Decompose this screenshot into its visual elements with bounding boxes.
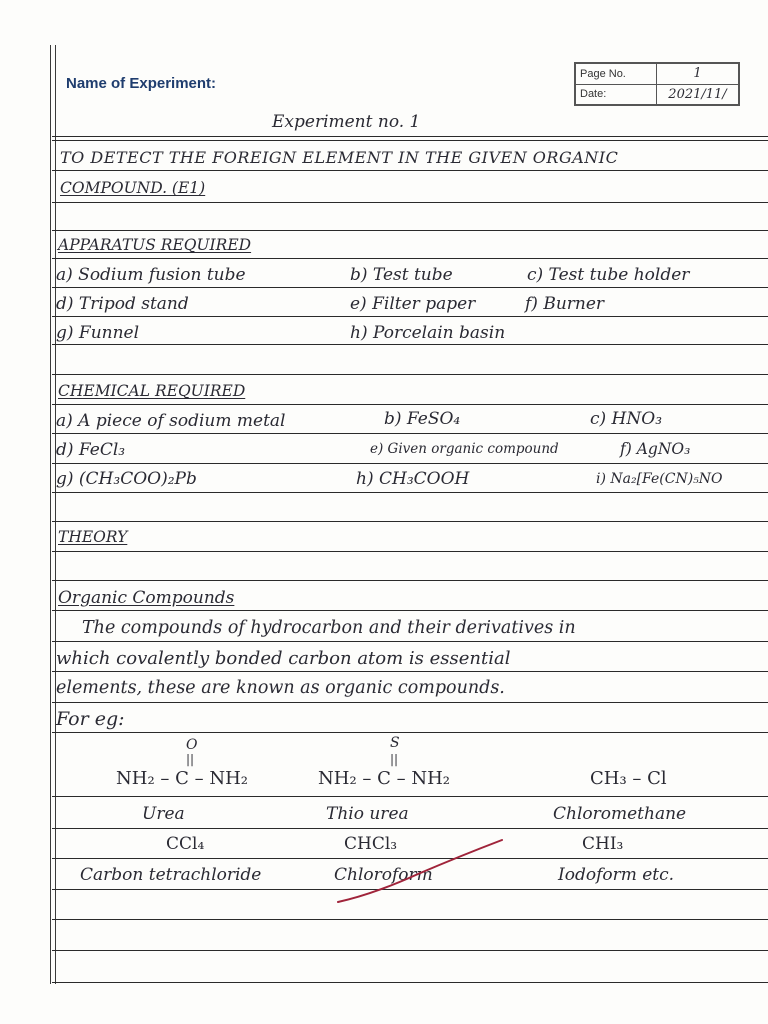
thiourea-name: Thio urea [326, 804, 409, 824]
ruled-line [52, 982, 768, 983]
apparatus-item: c) Test tube holder [527, 265, 690, 285]
ruled-line [52, 580, 768, 581]
chemical-item: g) (CH₃COO)₂Pb [56, 469, 197, 489]
apparatus-item: a) Sodium fusion tube [56, 265, 246, 285]
ruled-line [52, 287, 768, 288]
thiourea-formula: NH₂ – C – NH₂ [318, 768, 450, 789]
margin-line [55, 45, 56, 984]
ruled-line [52, 702, 768, 703]
page-no-value: 1 [657, 64, 739, 85]
chloromethane-formula: CH₃ – Cl [590, 768, 667, 789]
theory-heading: THEORY [58, 528, 128, 546]
ruled-line [52, 950, 768, 951]
ruled-line [52, 610, 768, 611]
chemical-heading: CHEMICAL REQUIRED [58, 382, 246, 400]
ruled-line [52, 796, 768, 797]
ruled-line [52, 344, 768, 345]
theory-line: elements, these are known as organic compounds. [56, 678, 505, 698]
ruled-line [52, 258, 768, 259]
ruled-line [52, 732, 768, 733]
theory-line: For eg: [56, 708, 125, 730]
ruled-line [52, 919, 768, 920]
red-pen-stroke [334, 836, 506, 912]
chemical-item: i) Na₂[Fe(CN)₅NO [596, 471, 723, 487]
experiment-heading: Experiment no. 1 [272, 112, 421, 132]
ruled-line [52, 404, 768, 405]
date-value: 2021/11/ [657, 84, 739, 105]
ccl4-name: Carbon tetrachloride [80, 865, 262, 885]
theory-line: The compounds of hydrocarbon and their derivatives in [82, 618, 576, 638]
chemical-item: c) HNO₃ [590, 409, 663, 429]
chcl3-formula: CHCl₃ [344, 834, 398, 854]
ccl4-formula: CCl₄ [166, 834, 205, 854]
chi3-formula: CHI₃ [582, 834, 624, 854]
ruled-line [52, 492, 768, 493]
thiourea-double-bond: || [390, 752, 399, 766]
urea-oxygen: O [186, 737, 198, 753]
chemical-item: d) FeCl₃ [56, 440, 126, 460]
urea-name: Urea [142, 804, 185, 824]
chemical-item: a) A piece of sodium metal [56, 411, 286, 431]
ruled-line [52, 828, 768, 829]
apparatus-item: h) Porcelain basin [350, 323, 506, 343]
chcl3-name: Chloroform [334, 865, 433, 885]
apparatus-item: b) Test tube [350, 265, 453, 285]
page-date-box [574, 62, 740, 106]
urea-formula: NH₂ – C – NH₂ [116, 768, 248, 789]
date-label: Date: [576, 84, 657, 105]
ruled-line [52, 230, 768, 231]
ruled-line [52, 463, 768, 464]
chemical-item: f) AgNO₃ [620, 440, 691, 458]
chemical-item: b) FeSO₄ [384, 409, 461, 429]
apparatus-item: d) Tripod stand [56, 294, 189, 314]
margin-line [50, 45, 51, 984]
chemical-item: e) Given organic compound [370, 441, 559, 457]
chi3-name: Iodoform etc. [558, 865, 675, 885]
apparatus-heading: APPARATUS REQUIRED [58, 236, 252, 254]
name-of-experiment-label: Name of Experiment: [66, 75, 217, 92]
theory-line: which covalently bonded carbon atom is essential [56, 648, 511, 669]
ruled-line [52, 170, 768, 171]
urea-double-bond: || [186, 752, 195, 766]
ruled-line [52, 521, 768, 522]
apparatus-item: g) Funnel [56, 323, 140, 343]
aim-line-2: COMPOUND. (E1) [60, 179, 206, 197]
ruled-line [52, 671, 768, 672]
ruled-line [52, 202, 768, 203]
ruled-line [52, 551, 768, 552]
ruled-line [52, 136, 768, 141]
ruled-line [52, 374, 768, 375]
thiourea-sulfur: S [390, 735, 400, 751]
ruled-line [52, 641, 768, 642]
ruled-line [52, 316, 768, 317]
organic-compounds-subheading: Organic Compounds [58, 588, 235, 608]
apparatus-item: f) Burner [525, 294, 605, 314]
ruled-line [52, 433, 768, 434]
page-no-label: Page No. [576, 64, 657, 85]
apparatus-item: e) Filter paper [350, 294, 476, 314]
chloromethane-name: Chloromethane [553, 804, 687, 824]
aim-line-1: TO DETECT THE FOREIGN ELEMENT IN THE GIVEN ORGANIC [60, 148, 619, 167]
chemical-item: h) CH₃COOH [356, 469, 470, 489]
